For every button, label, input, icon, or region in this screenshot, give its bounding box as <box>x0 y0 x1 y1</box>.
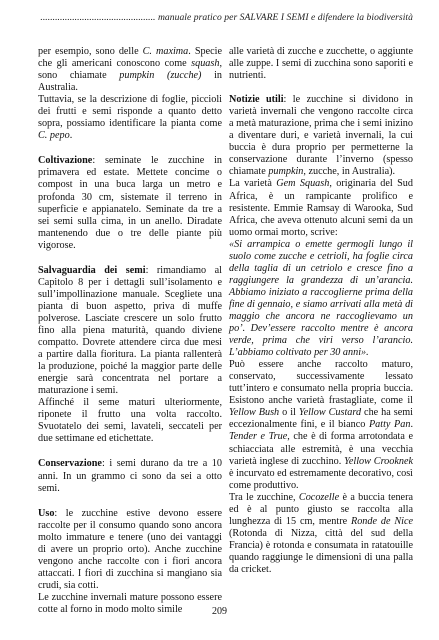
run-heading: Uso <box>38 507 55 519</box>
run-italic: Patty Pan <box>368 419 411 431</box>
right-column <box>229 46 413 576</box>
run-text: : seminate le zucchine in primavera ed estate. Mettete concime o compost in una buca larga un metro e profonda 30 cm, sistemate il terreno in superficie e appianatelo. Seminate da tre a sei semi sulla cima, in un anello. Diradate mantenendo due o tre delle piante più vigorose. <box>38 155 222 251</box>
running-header <box>36 12 413 23</box>
run-text: o il <box>279 407 299 419</box>
run-italic: Ronde de Nice <box>350 515 413 527</box>
run-italic: C. pepo <box>38 130 70 142</box>
paragraph-salvaguardia <box>38 265 222 398</box>
run-text: : i semi durano da tre a 10 anni. In un grammo ci sono da sei a otto semi. <box>38 458 222 494</box>
run-text: è a buccia tenera ed è al punto giusto se raccolta alla lunghezza di 15 cm, mentre <box>229 491 413 527</box>
paragraph-uso <box>38 508 222 592</box>
run-text: : rimandiamo al Capitolo 8 per i dettagli sull’isolamento e sull’impollinazione manuale. Scegliete una pianta di buon aspetto, priva di muffe polverose. Lasciate crescere un solo frutto fino alla piena maturità, quando diviene compatto. Dovrete attendere circa due mesi a partire dalla fioritura. La pianta rallenterà la produzione, poiché la maggior parte delle energie sarà concentrata nel portare a maturazione i semi. <box>38 264 222 397</box>
run-text: . Specie che gli americani conoscono come <box>38 46 222 70</box>
run-heading: Salvaguardia dei semi <box>38 264 146 276</box>
run-text: La varietà <box>229 178 277 190</box>
run-text: : le zucchine si dividono in varietà invernali che vengono raccolte circa a metà maturazione, prima che i semi inizino a diventare duri, e varietà invernali, la cui buccia è dura proprio per permetterne la conservazione durante l’inverno (spesso chiamate <box>229 94 413 178</box>
paragraph-notizie-utili <box>229 94 413 178</box>
run-text: . <box>410 419 413 431</box>
paragraph <box>38 397 222 445</box>
run-italic: Yellow Bush <box>229 407 280 419</box>
run-text: è incurvato ed estremamente decorativo, così come produttivo. <box>229 467 413 491</box>
paragraph-coltivazione <box>38 155 222 251</box>
run-heading: Notizie utili <box>229 94 284 106</box>
run-italic: pumpkin (zucche) <box>119 70 202 82</box>
run-text: alle varietà di zucche e zucchette, o aggiunte alle zuppe. I semi di zucchina sono saporiti e nutrienti. <box>229 46 413 82</box>
block-quote: «Si arrampica o emette germogli lungo il suolo come zucche e cetrioli, ha foglie circa della taglia di un cetriolo e cresce fino a raggiungere la grandezza di un’arancia. Abbiamo iniziato a raccoglierne prima della fine di gennaio, e siamo arrivati alla metà di maggio che ancora ne raccoglievamo un po’. Dev’essere raccolto mentre è ancora verde, prima che viri verso l’arancio. L’abbiamo coltivato per 30 anni». <box>229 238 413 359</box>
run-italic: Tender e True <box>229 431 288 443</box>
run-italic: pumpkin <box>268 166 304 178</box>
run-text: : le zucchine estive devono essere raccolte per il consumo quando sono ancora molto immature e tenere (uno dei vantaggi di avere un proprio orto). Anche zucchine vengono anche raccolte con i fiori ancora attaccati. I fiori di zucchina si mangiano sia crudi, sia cotti. <box>38 507 222 591</box>
paragraph <box>229 178 413 238</box>
run-text: per esempio, sono delle <box>38 46 143 57</box>
paragraph-conservazione <box>38 458 222 494</box>
run-text: che ha semi eccezionalmente fini, e il bianco <box>229 407 413 431</box>
paragraph <box>229 46 413 82</box>
header-dots: ............................................... <box>40 12 156 23</box>
run-text: . <box>69 130 73 142</box>
run-text: , originaria del Sud Africa, è un rampicante prolifico e resistente. Emmie Ramsay di Warooka, Sud Africa, che aveva ottenuto alcuni semi da un uomo ormai morto, scrive: <box>229 178 413 238</box>
run-heading: Coltivazione <box>38 155 93 167</box>
run-text: , che è di forma arrotondata e schiacciata alle estremità, è una vecchia varietà inglese di zucchino. <box>229 431 413 467</box>
run-text: Tuttavia, se la descrizione di foglie, piccioli dei frutti e semi risponde a quanto detto sopra, possiamo identificare la pianta come <box>38 94 222 130</box>
run-text: , zucche, in Australia). <box>303 166 396 178</box>
run-text: in Australia. <box>38 70 222 94</box>
run-italic: Yellow Crooknek <box>344 455 414 467</box>
run-heading: Conservazione <box>38 458 102 470</box>
run-text: Tra le zucchine, <box>229 491 299 503</box>
run-text: Può essere anche raccolto maturo, conservato, successivamente lessato tutt’intero e consumato nella propria buccia. Esistono anche varietà frastagliate, come il <box>229 359 413 407</box>
run-text: Le zucchine invernali mature possono essere cotte al forno in modo molto simile <box>38 591 222 615</box>
run-italic: C. maxima <box>142 46 189 57</box>
left-column <box>38 46 222 616</box>
header-title: manuale pratico per SALVARE I SEMI e difendere la biodiversità <box>157 12 413 23</box>
run-italic: Yellow Custard <box>298 407 362 419</box>
page-number: 209 <box>212 606 227 617</box>
paragraph <box>38 94 222 142</box>
run-italic: Gem Squash <box>276 178 330 190</box>
run-italic: Cocozelle <box>298 491 340 503</box>
run-text: , sono chiamate <box>38 58 222 82</box>
run-text: Affinché il seme maturi ulteriormente, riponete il frutto una volta raccolto. Svuotatelo dei semi, lavateli, seccateli per due settimane ed etichettate. <box>38 397 222 445</box>
run-italic: squash <box>191 58 220 70</box>
paragraph <box>38 46 222 94</box>
paragraph <box>229 359 413 492</box>
paragraph <box>229 492 413 576</box>
run-text: (Rotonda di Nizza, città del sud della Francia) è rotonda e consumata in ratatouille quando raggiunge le dimensioni di una palla da cricket. <box>229 527 413 575</box>
